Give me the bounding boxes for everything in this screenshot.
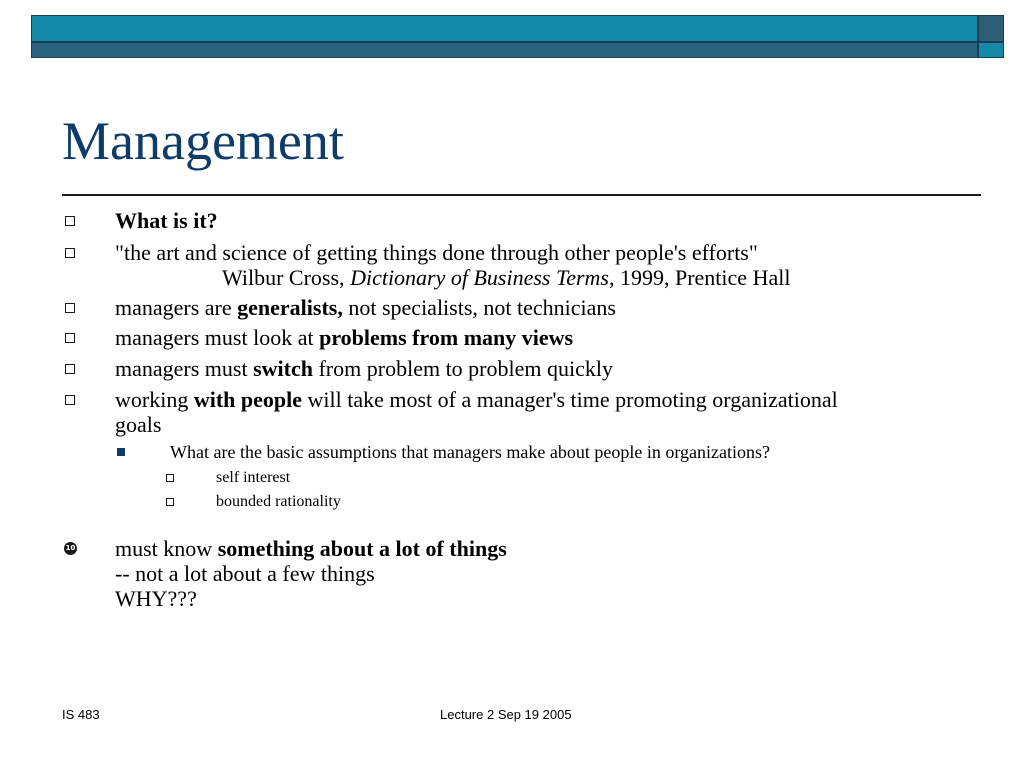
hollow-square-bullet-icon — [65, 364, 75, 374]
bullet-with-people-line2: goals — [115, 412, 162, 437]
citation-book: Dictionary of Business Terms, — [350, 265, 615, 290]
hollow-square-bullet-icon — [166, 498, 174, 506]
bullet-text-bold: switch — [253, 356, 313, 381]
header-bar-bottom — [31, 42, 978, 58]
footer-lecture: Lecture 2 Sep 19 2005 — [440, 707, 572, 722]
bullet-text-post: from problem to problem quickly — [312, 356, 613, 381]
hollow-square-bullet-icon — [65, 303, 75, 313]
citation-author: Wilbur Cross, — [222, 265, 351, 290]
bullet-text-pre: working — [115, 387, 194, 412]
sub-bullet-assumptions: What are the basic assumptions that managers make about people in organizations? — [170, 442, 770, 462]
bullet-text-pre: must know — [115, 536, 218, 561]
hollow-square-bullet-icon — [65, 248, 75, 258]
header-square-bottom — [978, 42, 1004, 58]
bullet-what-is-it — [115, 208, 218, 233]
title-divider — [62, 194, 981, 196]
hollow-square-bullet-icon — [166, 474, 174, 482]
header-square-top — [978, 15, 1004, 42]
bullet-know-a-lot-line2: -- not a lot about a few things — [115, 561, 375, 586]
footer-course: IS 483 — [62, 707, 100, 722]
bullet-many-views — [115, 325, 573, 350]
numbered-circle-bullet-icon: 10 — [64, 542, 77, 555]
sub-sub-bullet-bounded-rationality: bounded rationality — [216, 493, 341, 510]
bullet-text: What is it? — [115, 208, 218, 233]
bullet-citation — [222, 265, 790, 290]
bullet-text-pre: managers must — [115, 356, 254, 381]
bullet-text-bold: with people — [193, 387, 303, 412]
bullet-with-people — [115, 387, 838, 412]
citation-rest: 1999, Prentice Hall — [614, 265, 791, 290]
bullet-text-pre: managers are — [115, 295, 238, 320]
bullet-know-a-lot-line3: WHY??? — [115, 586, 197, 611]
filled-square-bullet-icon — [117, 448, 125, 456]
bullet-text-bold: problems from many views — [319, 325, 574, 350]
bullet-text-pre: managers must look at — [115, 325, 320, 350]
slide-title: Management — [62, 111, 344, 171]
bullet-text-post: will take most of a manager's time promoting organizational — [302, 387, 838, 412]
bullet-know-a-lot — [115, 536, 507, 561]
bullet-switch — [115, 356, 613, 381]
bullet-text-bold: something about a lot of things — [217, 536, 507, 561]
hollow-square-bullet-icon — [65, 333, 75, 343]
sub-sub-bullet-self-interest: self interest — [216, 469, 291, 486]
header-bar-top — [31, 15, 978, 42]
bullet-generalists — [115, 295, 616, 320]
bullet-text-bold: generalists, — [237, 295, 343, 320]
bullet-definition-quote: "the art and science of getting things done through other people's efforts" — [115, 240, 758, 265]
hollow-square-bullet-icon — [65, 216, 75, 226]
bullet-text-post: not specialists, not technicians — [342, 295, 616, 320]
hollow-square-bullet-icon — [65, 395, 75, 405]
